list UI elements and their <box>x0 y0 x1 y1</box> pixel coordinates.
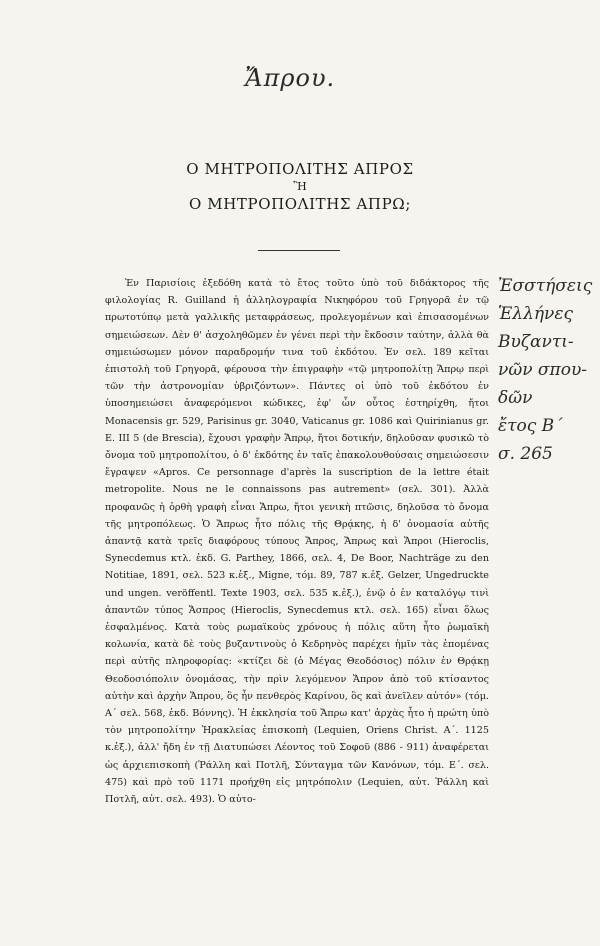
title-line-2: Ο ΜΗΤΡΟΠΟΛΙΤΗΣ ΑΠΡΩ; <box>189 195 411 213</box>
margin-note-line: ἔτος Β΄ <box>498 416 563 436</box>
title-or: Ἢ <box>293 180 307 193</box>
handwritten-heading: Ἄπρου. <box>245 64 336 92</box>
article-title <box>0 160 600 213</box>
margin-note-line: Ἑλλήνες <box>498 304 574 324</box>
body-paragraph: Ἐν Παρισίοις ἐξεδόθη κατὰ τὸ ἔτος τοῦτο ὑπὸ τοῦ διδάκτορος τῆς φιλολογίας R. Guilland ἡ ἀλληλογραφία Νικηφόρου τοῦ Γρηγορᾶ ἐν τῷ πρωτοτύπῳ μετὰ γαλλικῆς μεταφράσεως, προλεγομένων καὶ ἐπισασομένων σημειώσεων. Δὲν θ' ἀσχοληθῶμεν ἐν γένει περὶ τὴν ἔκδοσιν ταύτην, ἀλλὰ θὰ σημειώσωμεν μόνον παραδρομήν τινα τοῦ ἐκδότου. Ἐν σελ. 189 κεῖται ἐπιστολὴ τοῦ Γρηγορᾶ, φέρουσα τὴν ἐπιγραφὴν «τῷ μητροπολίτῃ Ἄπρῳ περὶ τῶν τὴν ἀστρονομίαν ὑβριζόντων». Πάντες οἱ ὑπὸ τοῦ ἐκδότου ἐν ὑποσημειώσει ἀναφερόμενοι κώδικες, ἐφ' ὧν οὗτος ἐστηρίχθη, ἤτοι Monacensis gr. 529, Parisinus gr. 3040, Vaticanus gr. 1086 καὶ Quirinianus gr. E. III 5 (de Brescia), ἔχουσι γραφὴν Ἄπρῳ, ἤτοι δοτικήν, δηλοῦσαν φυσικῶ τὸ ὄνομα τοῦ μητροπολίτου, ὁ δ' ἐκδότης ἐν ταῖς ἐπακολουθούσαις σημειώσεσιν ἔγραψεν «Apros. Ce personnage d'après la suscription de la lettre était metropolite. Nous ne le connaissons pas autrement» (σελ. 301). Ἀλλὰ προφανῶς ἡ ὀρθὴ γραφὴ εἶναι Ἄπρω, ἤτοι γενικὴ πτῶσις, δηλοῦσα τὸ ὄνομα τῆς μητροπόλεως. Ὁ Ἄπρως ἦτο πόλις τῆς Θρᾴκης, ἡ δ' ὀνομασία αὐτῆς ἀπαντᾷ κατὰ τρεῖς διαφόρους τύπους Ἄπρος, Ἄπρως καὶ Ἄπροι (Hierοclis, Synecdemus κτλ. ἐκδ. G. Parthey, 1866, σελ. 4, De Boor, Nachträge zu den Notitiae, 1891, σελ. 523 κ.ἑξ., Migne, τόμ. 89, 787 κ.ἑξ. Gelzer, Ungedruckte und ungen. veröffentl. Texte 1903, σελ. 535 κ.ἑξ.), ἐνῷ ὁ ἐν καταλόγῳ τινὶ ἀπαντῶν τύπος Ἄσπρος (Hierοclis, Synecdemus κτλ. σελ. 165) εἶναι ὅλως ἐσφαλμένος. Κατὰ τοὺς ρωμαϊκοὺς χρόνους ἡ πόλις αὕτη ἦτο ῥωμαϊκὴ κολωνία, κατὰ δὲ τοὺς βυζαντινοὺς ὁ Κεδρηνὸς παρέχει ἡμῖν τὰς ἑπομένας περὶ αὐτῆς πληροφορίας: «κτίζει δὲ (ὁ Μέγας Θεοδόσιος) πόλιν ἐν Θρᾴκῃ Θεοδοσιόπολιν ὀνομάσας, τὴν πρὶν λεγόμενον Ἄπρον ἀπὸ τοῦ κτίσαντος αὐτὴν καὶ ἀρχὴν Ἄπρου, ὃς ἦν πενθερὸς Καρίνου, ὃς καὶ ἀνεῖλεν αὐτόν» (τόμ. Α΄ σελ. 568, ἐκδ. Βόννης). Ἡ ἐκκλησία τοῦ Ἄπρω κατ' ἀρχὰς ἦτο ἡ πρώτη ὑπὸ τὸν μητροπολίτην Ἡρακλείας ἐπισκοπὴ (Lequien, Oriens Christ. Α΄. 1125 κ.ἑξ.), ἀλλ' ἤδη ἐν τῇ Διατυπώσει Λέοντος τοῦ Σοφοῦ (886 - 911) ἀναφέρεται ὡς ἀρχιεπισκοπὴ (Ῥάλλη καὶ Ποτλῆ, Σύνταγμα τῶν Κανόνων, τόμ. Ε΄. σελ. 475) καὶ πρὸ τοῦ 1171 προήχθη εἰς μητρόπολιν (Lequien, αὐτ. Ῥάλλη καὶ Ποτλῆ, αὐτ. σελ. 493). Ὁ αὐτο- <box>105 278 489 806</box>
handwritten-margin-note <box>498 272 594 468</box>
margin-note-line: Βυζαντι- <box>498 332 574 352</box>
margin-note-line: σ. 265 <box>498 444 553 464</box>
margin-note-line: Ἐσστήσεις <box>498 276 593 296</box>
margin-note-line: νῶν σπου- <box>498 360 588 380</box>
title-divider <box>258 250 340 251</box>
title-line-1: Ο ΜΗΤΡΟΠΟΛΙΤΗΣ ΑΠΡΟΣ <box>186 160 414 178</box>
margin-note-line: δῶν <box>498 388 533 408</box>
